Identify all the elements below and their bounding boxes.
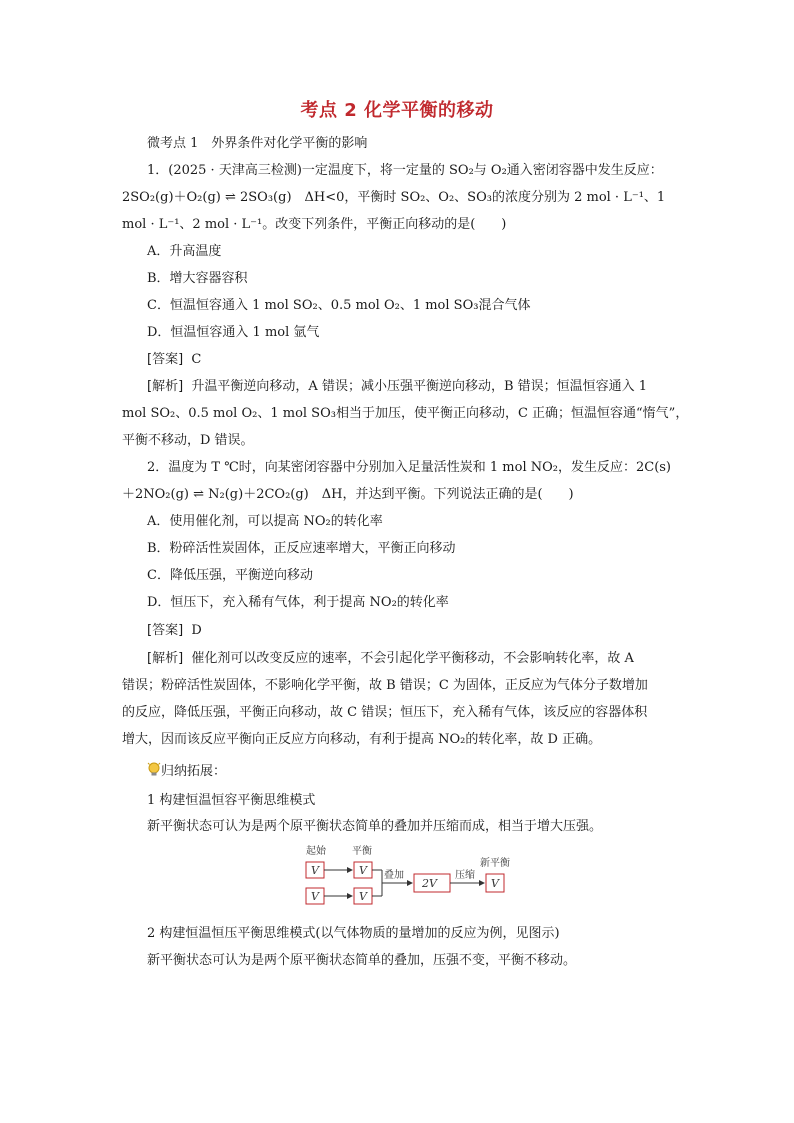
- answer-value: D: [191, 623, 202, 638]
- summary-item-2-text: 新平衡状态可认为是两个原平衡状态简单的叠加，压强不变，平衡不移动。: [147, 953, 577, 968]
- summary-item-1-title: 1 构建恒温恒容平衡思维模式: [147, 793, 316, 808]
- q2-option-a: A．使用催化剂，可以提高 NO₂的转化率: [147, 514, 383, 529]
- q1-line-3: mol · L⁻¹、2 mol · L⁻¹。改变下列条件，平衡正向移动的是( ): [122, 217, 507, 232]
- q2-option-c: C．降低压强，平衡逆向移动: [147, 568, 313, 583]
- q2-analysis-line-4: 增大，因而该反应平衡向正反应方向移动，有利于提高 NO₂的转化率，故 D 正确。: [122, 732, 602, 747]
- summary-item-1-text: 新平衡状态可认为是两个原平衡状态简单的叠加并压缩而成，相当于增大压强。: [147, 819, 603, 834]
- label-equilibrium: 平衡: [352, 846, 372, 857]
- q1-option-c: C．恒温恒容通入 1 mol SO₂、0.5 mol O₂、1 mol SO₃混合气体: [147, 298, 531, 313]
- page-title: 考点 2 化学平衡的移动: [300, 100, 494, 121]
- q2-option-b: B．粉碎活性炭固体，正反应速率增大，平衡正向移动: [147, 541, 456, 556]
- v-eq-top: V: [359, 864, 367, 877]
- summary-heading: 归纳拓展：: [147, 762, 226, 784]
- q1-answer: [147, 351, 201, 369]
- label-compress: 压缩: [455, 870, 475, 881]
- q2-answer: [147, 622, 202, 640]
- q2-line-2: ＋2NO₂(g) ⇌ N₂(g)＋2CO₂(g) ΔH，并达到平衡。下列说法正确的是( ): [122, 487, 574, 502]
- v-eq-bottom: V: [359, 890, 367, 903]
- q2-analysis-line-3: 的反应，降低压强，平衡正向移动，故 C 错误；恒压下，充入稀有气体，该反应的容器体积: [122, 705, 648, 720]
- subsection-heading: 微考点 1 外界条件对化学平衡的影响: [147, 136, 368, 151]
- q1-option-b: B．增大容器容积: [147, 271, 248, 286]
- q2-line-1: 2．温度为 T ℃时，向某密闭容器中分别加入足量活性炭和 1 mol NO₂，发生反应：2C(s): [147, 460, 672, 475]
- answer-value: C: [191, 352, 202, 367]
- q1-analysis-line-3: 平衡不移动，D 错误。: [122, 433, 254, 448]
- v-start-bottom: V: [311, 890, 319, 903]
- label-start: 起始: [306, 846, 326, 857]
- q1-analysis-line-1: [解析] 升温平衡逆向移动，A 错误；减小压强平衡逆向移动，B 错误；恒温恒容通入 1: [147, 379, 648, 394]
- summary-item-2-title: 2 构建恒温恒压平衡思维模式(以气体物质的量增加的反应为例，见图示): [147, 926, 560, 941]
- q1-option-d: D．恒温恒容通入 1 mol 氩气: [147, 325, 320, 340]
- answer-label: [答案]: [147, 623, 184, 638]
- q1-analysis-line-2: mol SO₂、0.5 mol O₂、1 mol SO₃相当于加压，使平衡正向移动，C 正确；恒温恒容通“惰气”，: [122, 406, 689, 421]
- q2-analysis-line-1: [解析] 催化剂可以改变反应的速率，不会引起化学平衡移动，不会影响转化率，故 A: [147, 651, 634, 666]
- v-double: 2V: [422, 877, 437, 890]
- equilibrium-superposition-diagram: [300, 842, 530, 914]
- q1-option-a: A．升高温度: [147, 244, 222, 259]
- analysis-label: [解析]: [147, 379, 184, 394]
- v-start-top: V: [311, 864, 319, 877]
- answer-label: [答案]: [147, 352, 184, 367]
- q2-analysis-line-2: 错误；粉碎活性炭固体，不影响化学平衡，故 B 错误；C 为固体，正反应为气体分子数增加: [122, 678, 648, 693]
- q1-line-1: 1．(2025 · 天津高三检测)一定温度下，将一定量的 SO₂与 O₂通入密闭容器中发生反应：: [147, 163, 663, 178]
- lightbulb-icon: [147, 762, 161, 784]
- label-new-equilibrium: 新平衡: [480, 858, 510, 869]
- label-superposition: 叠加: [384, 870, 404, 881]
- q1-line-2: 2SO₂(g)＋O₂(g) ⇌ 2SO₃(g) ΔH<0，平衡时 SO₂、O₂、SO₃的浓度分别为 2 mol · L⁻¹、1: [122, 190, 666, 205]
- v-new-eq: V: [491, 877, 499, 890]
- q2-option-d: D．恒压下，充入稀有气体，利于提高 NO₂的转化率: [147, 595, 449, 610]
- analysis-label: [解析]: [147, 651, 184, 666]
